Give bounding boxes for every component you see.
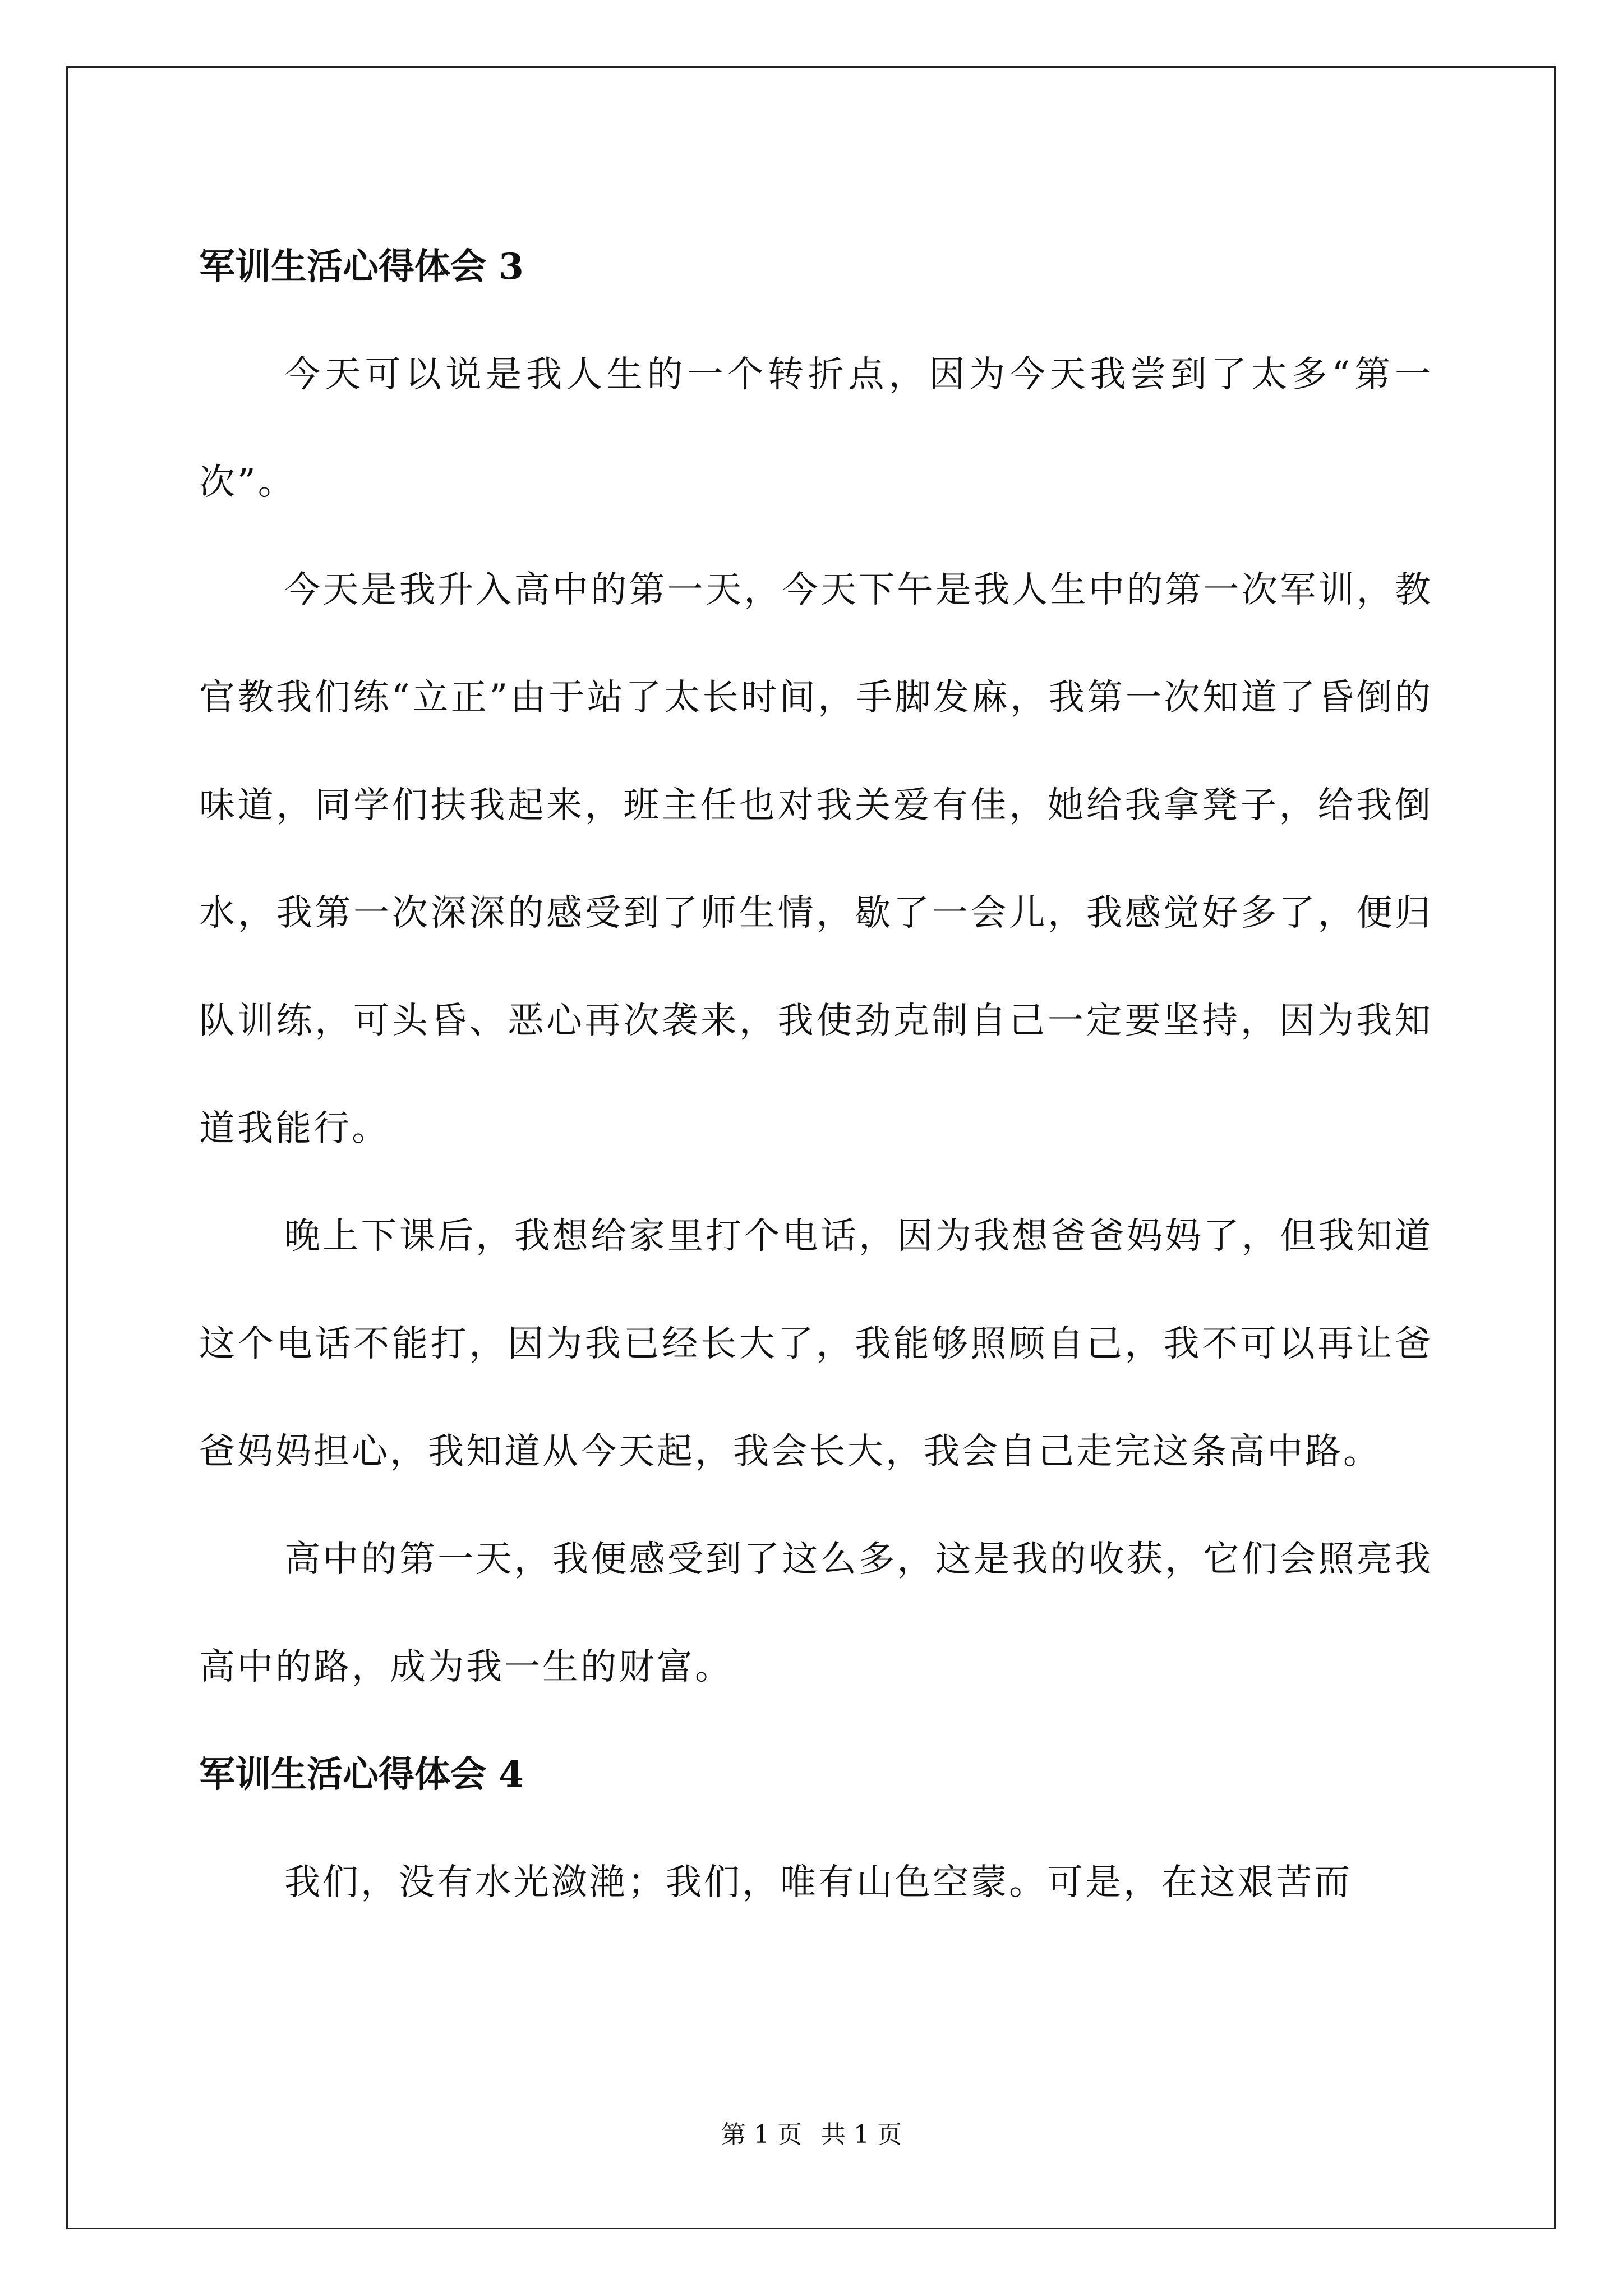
page-number: 第 1 页 — [721, 2120, 802, 2149]
page-footer — [0, 2119, 1623, 2151]
section-heading: 军训生活心得体会 3 — [199, 246, 524, 288]
paragraph: 我们，没有水光潋滟；我们，唯有山色空蒙。可是，在这艰苦而 — [284, 1862, 1352, 1903]
section-heading: 军训生活心得体会 4 — [199, 1754, 524, 1796]
page-total: 共 1 页 — [821, 2120, 902, 2149]
paragraph: 今天可以说是我人生的一个转折点，因为今天我尝到了太多“第一次”。 — [199, 354, 1433, 503]
document-body — [199, 213, 1433, 1936]
paragraph: 今天是我升入高中的第一天，今天下午是我人生中的第一次军训，教官教我们练“立正”由于站了太长时间，手脚发麻，我第一次知道了昏倒的味道，同学们扶我起来，班主任也对我关爱有佳，她给我拿凳子，给我倒水，我第一次深深的感受到了师生情，歇了一会儿，我感觉好多了，便归队训练，可头昏、恶心再次袭来，我使劲克制自己一定要坚持，因为我知道我能行。 — [199, 569, 1433, 1149]
paragraph: 晚上下课后，我想给家里打个电话，因为我想爸爸妈妈了，但我知道这个电话不能打，因为我已经长大了，我能够照顾自己，我不可以再让爸爸妈妈担心，我知道从今天起，我会长大，我会自己走完这条高中路。 — [199, 1216, 1433, 1473]
paragraph: 高中的第一天，我便感受到了这么多，这是我的收获，它们会照亮我高中的路，成为我一生的财富。 — [199, 1539, 1433, 1688]
